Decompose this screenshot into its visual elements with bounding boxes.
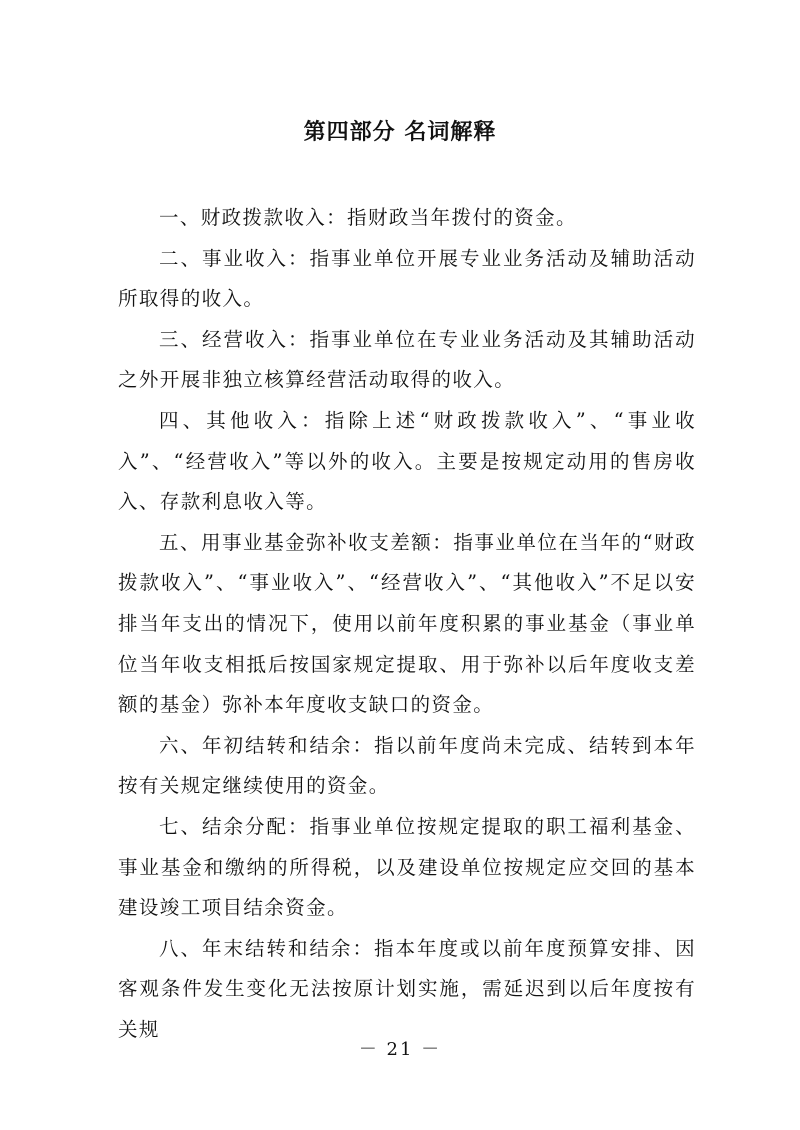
paragraph-surplus-distribution: 七、结余分配：指事业单位按规定提取的职工福利基金、事业基金和缴纳的所得税，以及建设单位按规定应交回的基本建设竣工项目结余资金。 [118, 814, 696, 920]
paragraph-operating-income: 三、经营收入：指事业单位在专业业务活动及其辅助活动之外开展非独立核算经营活动取得的收入。 [118, 327, 696, 392]
paragraph-business-income: 二、事业收入：指事业单位开展专业业务活动及辅助活动所取得的收入。 [118, 246, 696, 311]
paragraph-business-fund-offset: 五、用事业基金弥补收支差额：指事业单位在当年的“财政拨款收入”、“事业收入”、“经营收入”、“其他收入”不足以安排当年支出的情况下，使用以前年度积累的事业基金（事业单位当年收支相抵后按国家规定提取、用于弥补以后年度收支差额的基金）弥补本年度收支缺口的资金。 [118, 530, 696, 717]
page-number: － 21 － [358, 1039, 442, 1060]
page-title: 第四部分 名词解释 [303, 120, 497, 145]
paragraph-other-income: 四、其他收入：指除上述“财政拨款收入”、“事业收入”、“经营收入”等以外的收入。主要是按规定动用的售房收入、存款利息收入等。 [118, 408, 696, 514]
paragraph-financial-appropriation-income: 一、财政拨款收入：指财政当年拨付的资金。 [158, 206, 577, 229]
document-body [118, 198, 696, 1050]
paragraph-opening-carryover: 六、年初结转和结余：指以前年度尚未完成、结转到本年按有关规定继续使用的资金。 [118, 733, 696, 798]
paragraph-closing-carryover: 八、年末结转和结余：指本年度或以前年度预算安排、因客观条件发生变化无法按原计划实施，需延迟到以后年度按有关规 [118, 936, 696, 1041]
